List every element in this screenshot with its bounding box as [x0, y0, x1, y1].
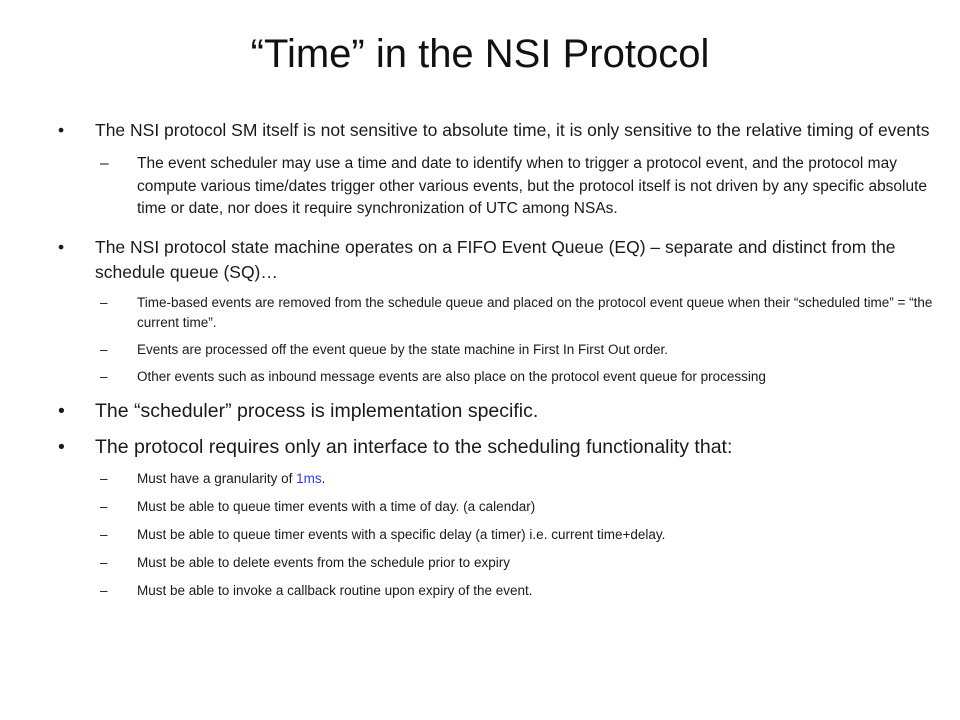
- bullet-text: The NSI protocol state machine operates on a FIFO Event Queue (EQ) – separate and distinct from the schedule queue (SQ)…: [95, 236, 896, 282]
- dash-icon: –: [100, 341, 108, 357]
- sub-bullet-item: [58, 367, 938, 387]
- sub-bullet-text: Events are processed off the event queue by the state machine in First In First Out order.: [137, 341, 669, 357]
- sub-bullet-text: Must be able to queue timer events with a specific delay (a timer) i.e. current time+delay.: [137, 526, 666, 542]
- bullet-icon: •: [58, 435, 65, 458]
- sub-bullet-text: Must be able to queue timer events with a time of day. (a calendar): [137, 498, 536, 514]
- dash-icon: –: [100, 582, 108, 598]
- sub-bullet-text: Time-based events are removed from the schedule queue and placed on the protocol event queue when their “scheduled time” = “the current time”.: [137, 294, 933, 330]
- sub-bullet-item: [58, 525, 938, 545]
- sub-bullet-text: Must be able to invoke a callback routine upon expiry of the event.: [137, 582, 533, 598]
- sub-bullet-text: Other events such as inbound message events are also place on the protocol event queue for processing: [137, 368, 766, 384]
- dash-icon: –: [100, 498, 108, 514]
- dash-icon: –: [100, 155, 109, 172]
- bullet-text: The “scheduler” process is implementation specific.: [95, 399, 539, 422]
- sub-bullet-item: [58, 581, 938, 601]
- sub-bullet-item: [58, 153, 938, 221]
- slide-content: [58, 118, 938, 601]
- sub-bullet-item: [58, 469, 938, 489]
- dash-icon: –: [100, 526, 108, 542]
- bullet-item: [58, 433, 938, 461]
- bullet-item: [58, 235, 938, 285]
- sub-bullet-item: [58, 293, 938, 333]
- sub-bullet-text: Must be able to delete events from the schedule prior to expiry: [137, 554, 510, 570]
- slide-title: “Time” in the NSI Protocol: [250, 32, 710, 76]
- sub-bullet-item: [58, 553, 938, 573]
- bullet-icon: •: [58, 399, 65, 422]
- bullet-text: The NSI protocol SM itself is not sensitive to absolute time, it is only sensitive to the relative timing of events: [95, 120, 930, 140]
- sub-bullet-item: [58, 497, 938, 517]
- bullet-text: The protocol requires only an interface to the scheduling functionality that:: [95, 435, 733, 458]
- bullet-icon: •: [58, 236, 65, 257]
- sub-bullet-text-suffix: .: [321, 470, 326, 486]
- granularity-value: 1ms: [296, 470, 322, 486]
- bullet-item: [58, 397, 938, 425]
- sub-bullet-item: [58, 340, 938, 360]
- dash-icon: –: [100, 470, 108, 486]
- dash-icon: –: [100, 368, 108, 384]
- sub-bullet-text: The event scheduler may use a time and date to identify when to trigger a protocol event, and the protocol may compute various time/dates trigger other various events, but the protocol itself is not driven by any specific absolute time or date, nor does it require synchronization of UTC among NSAs.: [137, 155, 928, 217]
- bullet-icon: •: [58, 120, 65, 140]
- sub-bullet-text-prefix: Must have a granularity of: [137, 470, 297, 486]
- bullet-item: [58, 118, 938, 143]
- dash-icon: –: [100, 554, 108, 570]
- dash-icon: –: [100, 294, 108, 310]
